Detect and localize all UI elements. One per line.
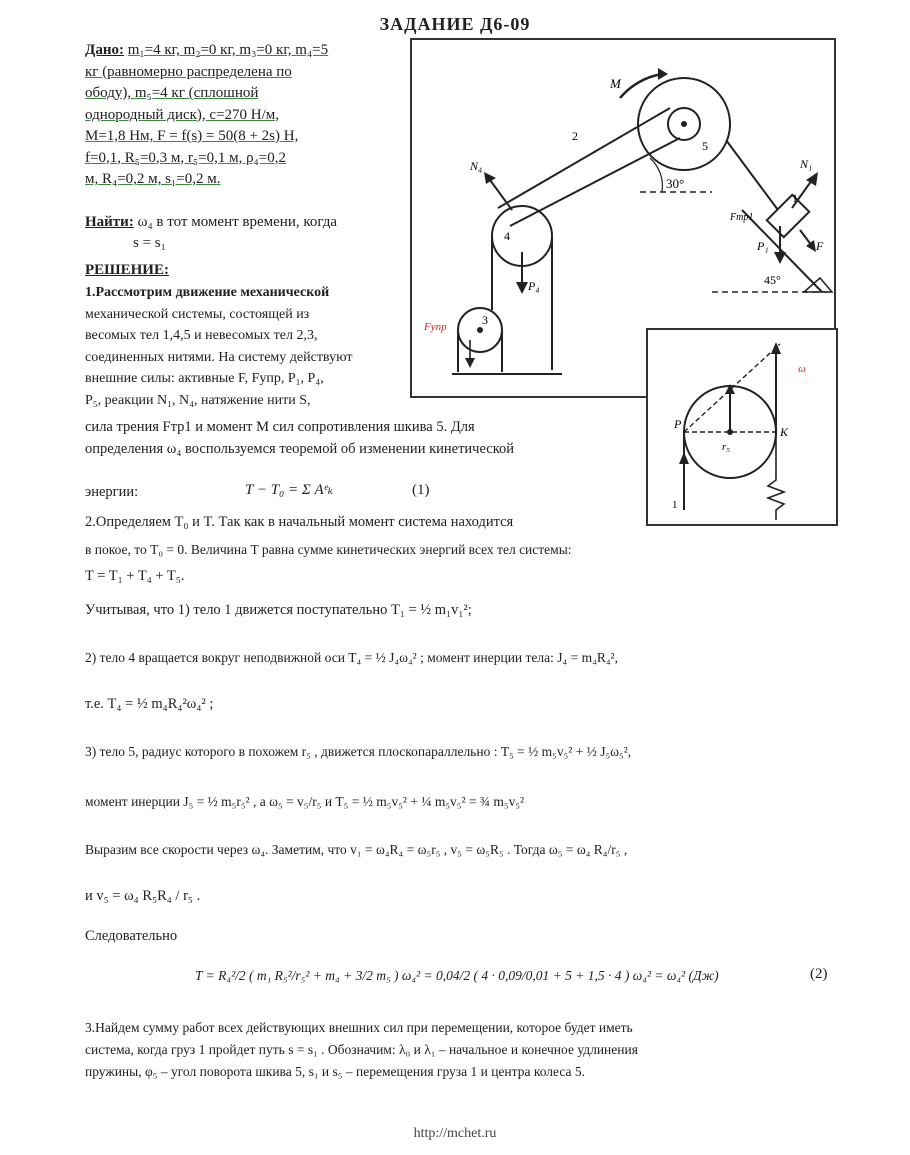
equation-2-number: (2) [810,966,828,982]
text-line: механической системы, состоящей из [85,306,310,322]
solution-para1-cont [85,416,645,460]
friction-label: Fтр1 [730,212,754,223]
text-line: сила трения Fтр1 и момент M сил сопротивления шкива 5. Для [85,419,475,435]
text-line: соединенных нитями. На систему действуют [85,349,353,365]
given-line: f=0,1, R₅=0,3 м, r₅=0,1 м, ρ₄=0,2 [85,149,286,166]
given-block [85,40,410,191]
body-5-label: 5 [702,139,708,153]
energy-label: энергии: [85,484,139,500]
text-line: 1.Рассмотрим движение механической [85,285,330,300]
text-line: система, когда груз 1 пройдет путь s = s₁ . Обозначим: λ₀ и λ₁ – начальное и конечное удлинения [85,1042,638,1057]
n4-label: N₄ [470,159,483,173]
text-line: 2.Определяем T₀ и T. Так как в начальный момент система находится [85,514,514,530]
text-line: 3.Найдем сумму работ всех действующих внешних сил при перемещении, которое будет иметь [85,1020,633,1035]
text-line: т.е. T₄ = ½ m₄R₄²ω₄² ; [85,696,214,712]
given-line: кг (равномерно распределена по [85,63,292,80]
moment-label: M [610,76,621,91]
inset-body-1-label: 1 [672,499,678,511]
find-text: ω₄ в тот момент времени, когда [137,214,338,230]
body-1-label: 1 [792,191,798,205]
block-1 [767,195,809,237]
given-label: Дано: [85,42,124,58]
given-line: m₁=4 кг, m₂=0 кг, m₃=0 кг, m₄=5 [127,42,329,58]
page-title: ЗАДАНИЕ Д6-09 [379,14,531,34]
text-line: Выразим все скорости через ω₄. Заметим, что v₁ = ω₄R₄ = ω₅r₅ , v₅ = ω₅R₅ . Тогда ω₅ = ω₄ R₄/r₅ , [85,842,628,857]
equation-1-number: (1) [412,482,430,498]
p4-label: P₄ [528,279,540,293]
given-line: ободу), m₅=4 кг (сплошной [85,85,259,101]
given-line: однородный диск), c=270 Н/м, [85,106,280,123]
find-condition: s = s₁ [133,235,166,251]
equation-2: T = R₄²/2 ( m₁ R₅²/r₅² + m₄ + 3/2 m₅ ) ω₄² = 0,04/2 ( 4 · 0,09/0,01 + 5 + 1,5 · 4 ) ω₄² = ω₄² (Дж) [195,968,719,983]
text-line: весомых тел 1,4,5 и невесомых тел 2,3, [85,328,318,343]
solution-label: РЕШЕНИЕ: [85,262,169,278]
radius-label: r₅ [722,441,731,453]
text-line: момент инерции J₅ = ½ m₅r₅² , а ω₅ = v₅/r₅ и T₅ = ½ m₅v₅² + ¼ m₅v₅² = ¾ m₅v₅² [85,794,525,809]
force-f-label: F [816,239,824,253]
p1-label: P₁ [757,239,769,253]
beta-angle: 45° [764,273,781,287]
given-line: м, R₄=0,2 м, s₁=0,2 м. [85,171,221,187]
n1-label: N₁ [800,157,813,171]
text-line: Следовательно [85,928,178,944]
pulley-5-axle [681,121,687,127]
find-label: Найти: [85,214,134,230]
body-3-label: 3 [482,313,488,327]
given-line: M=1,8 Нм, F = f(s) = 50(8 + 2s) Н, [85,128,299,144]
point-p-label: P [674,417,682,431]
solution-para1 [85,282,410,411]
alpha-angle: 30° [666,176,685,191]
text-line: P₅, реакции N₁, N₄, натяжение нити S, [85,392,311,408]
omega-label: ω [798,363,806,375]
text-line: определения ω₄ воспользуемся теоремой об изменении кинетической [85,441,515,457]
spring [768,432,784,520]
text-line: внешние силы: активные F, Fупр, P₁, P₄, [85,371,324,386]
body-2-label: 2 [572,129,578,143]
footer-url: http://mchet.ru [413,1126,497,1141]
text-line: в покое, то T₀ = 0. Величина T равна сумме кинетических энергий всех тел системы: [85,542,572,557]
text-line: 2) тело 4 вращается вокруг неподвижной оси T₄ = ½ J₄ω₄² ; момент инерции тела: J₄ = m₄R₄², [85,650,618,665]
text-line: 3) тело 5, радиус которого в похожем r₅ , движется плоскопараллельно : T₅ = ½ m₅v₅² + ½ J₅ω₅², [85,744,632,759]
body-4-label: 4 [504,229,510,243]
find-block [85,212,410,254]
text-line: и v₅ = ω₄ R₅R₄ / r₅ . [85,888,201,904]
fupr-label: Fупр [424,321,447,333]
text-line: T = T₁ + T₄ + T₅. [85,568,185,584]
kinematics-inset [646,328,838,526]
equation-1: T − T₀ = Σ Aᵉₖ [245,482,334,498]
point-k-label: K [780,425,789,439]
text-line: пружины, φ₅ – угол поворота шкива 5, s₁ и s₅ – перемещения груза 1 и центра колеса 5. [85,1064,585,1079]
text-line: Учитывая, что 1) тело 1 движется поступательно T₁ = ½ m₁v₁²; [85,602,472,618]
